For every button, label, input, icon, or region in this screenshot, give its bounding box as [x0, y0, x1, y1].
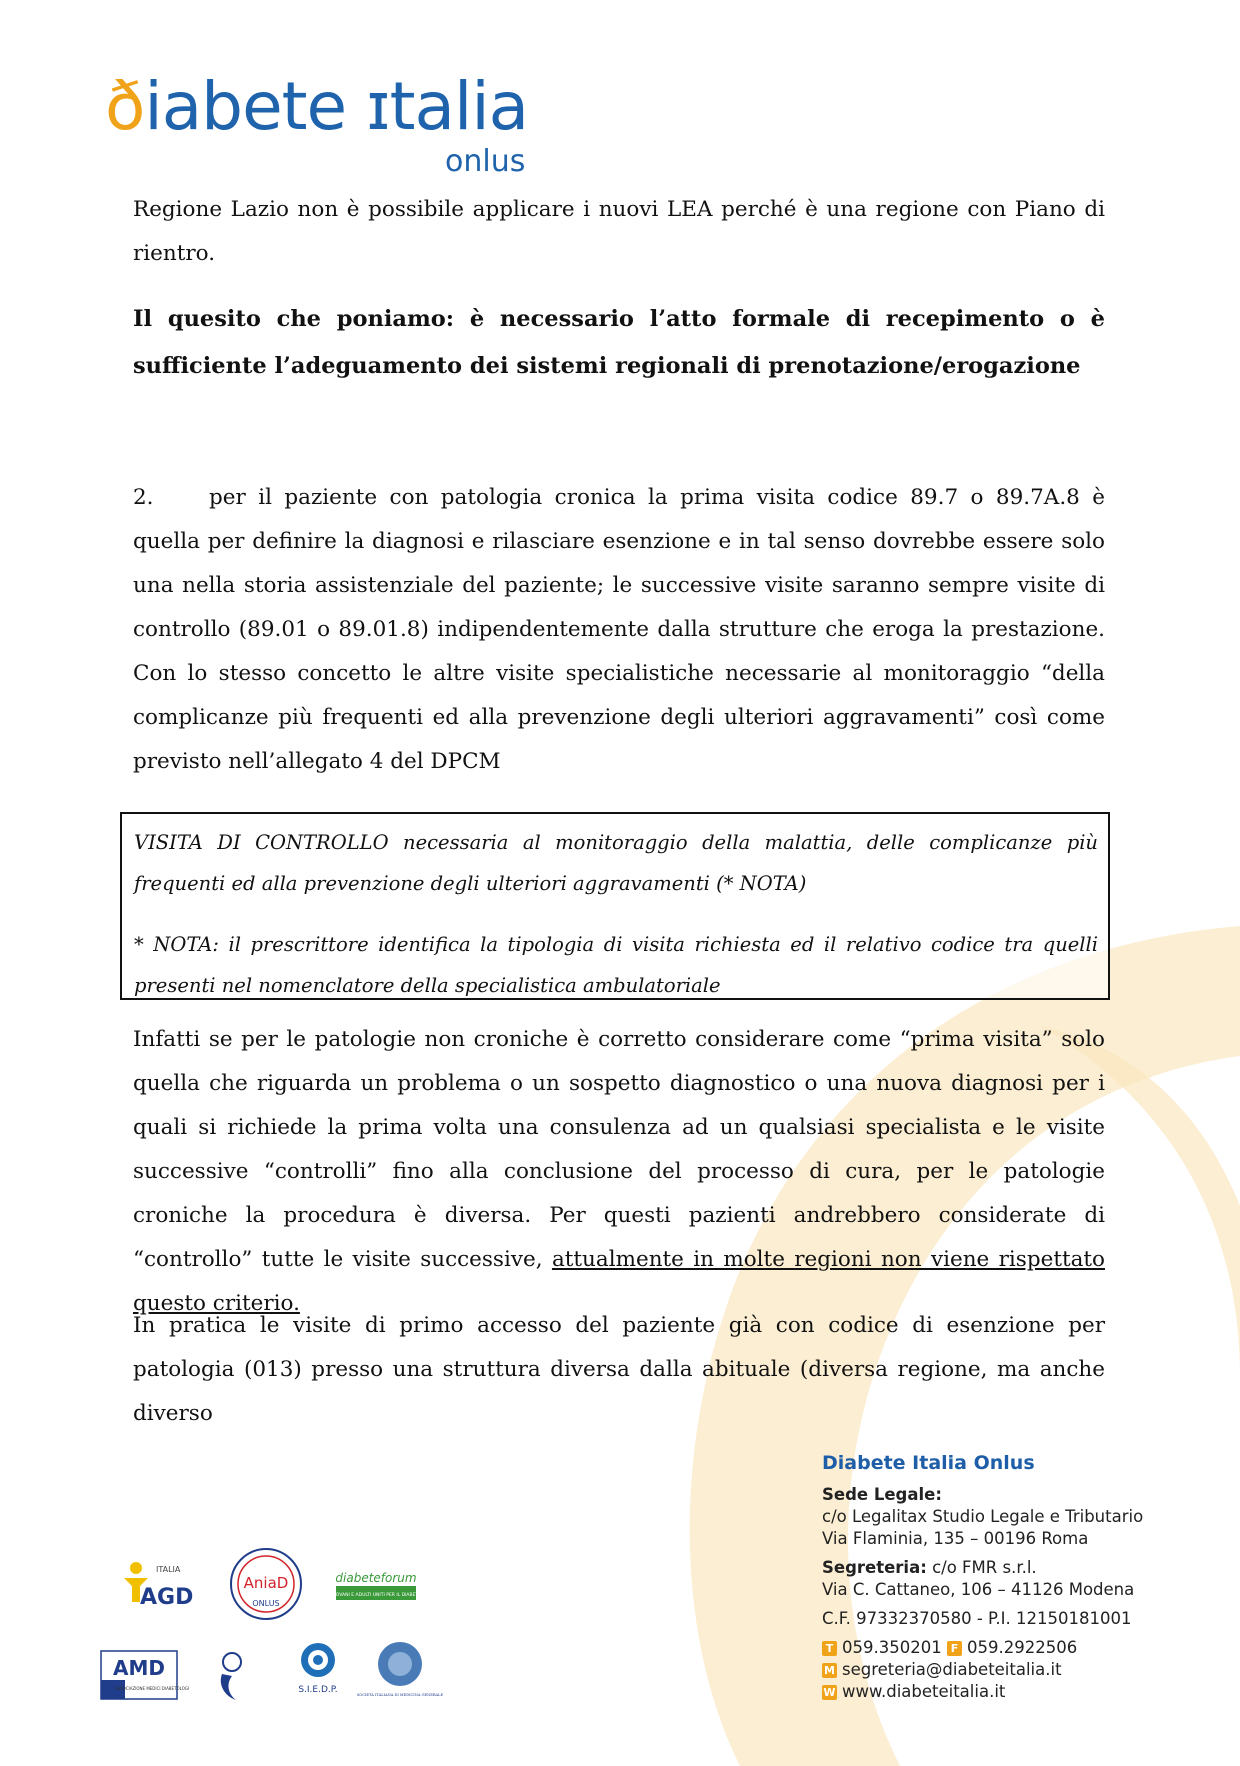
note-box — [120, 812, 1110, 1000]
footer-cf: C.F. 97332370580 - P.I. 12150181001 — [822, 1609, 1132, 1628]
agd-logo — [118, 1556, 200, 1612]
footer-sede-line2: Via Flaminia, 135 – 00196 Roma — [822, 1529, 1089, 1548]
footer-web[interactable]: www.diabeteitalia.it — [842, 1682, 1006, 1701]
amd-logo — [100, 1650, 190, 1700]
simg-text: SOCIETÀ ITALIANA DI MEDICINA GENERALE — [356, 1693, 444, 1697]
agd-logo-graphic — [118, 1556, 200, 1612]
footer-tel: 059.350201 — [842, 1638, 942, 1657]
siedp-logo-graphic — [296, 1640, 340, 1700]
paragraph-pratica — [133, 1304, 1105, 1436]
footer-org-name: Diabete Italia Onlus — [822, 1452, 1035, 1474]
diabete-italia-logo — [105, 68, 529, 179]
siedp-text: S.I.E.D.P. — [298, 1685, 338, 1695]
footer-sede-label: Sede Legale: — [822, 1485, 942, 1504]
diabeteforum-logo — [330, 1566, 422, 1606]
amd-text: AMD — [113, 1656, 165, 1680]
logo-onlus: onlus — [445, 144, 526, 179]
osdi-logo-graphic — [212, 1650, 252, 1702]
question-heading — [133, 296, 1105, 390]
simg-logo-graphic — [356, 1640, 444, 1704]
footer-fax: 059.2922506 — [966, 1638, 1078, 1657]
phone-icon: T — [822, 1641, 837, 1656]
note-box-line2: * NOTA: il prescrittore identifica la tipologia di visita richiesta ed il relativo codice tra quelli presenti nel nomenclatore della specialistica ambulatoriale — [134, 933, 1098, 997]
aniad-text: AniaD — [243, 1574, 289, 1592]
point-2-text: per il paziente con patologia cronica la prima visita codice 89.7 o 89.7A.8 è quella per definire la diagnosi e rilasciare esenzione e in tal senso dovrebbe essere solo una nella storia assistenziale del paziente; le successive visite saranno sempre visite di controllo (89.01 o 89.01.8) indipendentemente dalla strutture che eroga la prestazione. Con lo stesso concetto le altre visite specialistiche necessarie al monitoraggio “della complicanze più frequenti ed alla prevenzione degli ulteriori aggravamenti” così come previsto nell’allegato 4 del DPCM — [133, 485, 1105, 774]
osdi-logo — [212, 1650, 252, 1702]
footer-mail[interactable]: segreteria@diabeteitalia.it — [842, 1660, 1062, 1679]
point-2-number: 2. — [133, 485, 154, 510]
footer-segreteria-label: Segreteria: — [822, 1558, 927, 1577]
footer-segreteria-line2: Via C. Cattaneo, 106 – 41126 Modena — [822, 1580, 1135, 1599]
simg-logo — [356, 1640, 444, 1704]
paragraph-infatti-text: Infatti se per le patologie non croniche è corretto considerare come “prima visita” solo quella che riguarda un problema o un sospetto diagnostico o una nuova diagnosi per i quali si richiede la prima volta una consulenza ad un qualsiasi specialista e le visite successive “controlli” fino alla conclusione del processo di cura, per le patologie croniche la procedura è diversa. Per questi pazienti andrebbero considerate di “controllo” tutte le visite successive, — [133, 1027, 1105, 1272]
paragraph-infatti-underlined: attualmente in molte regioni non viene rispettato questo criterio. — [133, 1247, 1105, 1316]
point-2 — [133, 476, 1105, 784]
paragraph-lazio — [133, 188, 1105, 276]
agd-italia: ITALIA — [156, 1565, 181, 1574]
web-icon: W — [823, 1686, 836, 1699]
paragraph-lazio-text: Regione Lazio non è possibile applicare i nuovi LEA perché è una regione con Piano di rientro. — [133, 197, 1105, 266]
amd-logo-graphic — [100, 1650, 190, 1700]
aniad-logo — [228, 1546, 304, 1622]
note-box-line1: VISITA DI CONTROLLO necessaria al monitoraggio della malattia, delle complicanze più frequenti ed alla prevenzione degli ulteriori aggravamenti (* NOTA) — [134, 831, 1098, 895]
paragraph-infatti — [133, 1018, 1105, 1326]
diabeteforum-sub: GIOVANI E ADULTI UNITI PER IL DIABETE — [330, 1593, 422, 1598]
agd-text: AGD — [140, 1585, 194, 1610]
footer-segreteria-rest: c/o FMR s.r.l. — [926, 1558, 1037, 1577]
mail-icon: M — [822, 1663, 837, 1678]
aniad-onlus: ONLUS — [252, 1599, 280, 1608]
footer-contact — [822, 1452, 1143, 1703]
logo-text: iabete ɪtalia — [144, 68, 529, 145]
paragraph-pratica-text: In pratica le visite di primo accesso del paziente già con codice di esenzione per patologia (013) presso una struttura diversa dalla abituale (diversa regione, ma anche diverso — [133, 1313, 1105, 1426]
fax-icon: F — [947, 1641, 962, 1656]
aniad-logo-graphic — [228, 1546, 304, 1622]
logo-d: ð — [105, 68, 145, 145]
amd-sub: ASSOCIAZIONE MEDICI DIABETOLOGI — [114, 1686, 190, 1691]
diabeteforum-text: diabeteforum — [335, 1571, 417, 1585]
question-text: Il quesito che poniamo: è necessario l’atto formale di recepimento o è sufficiente l’adeguamento dei sistemi regionali di prenotazione/erogazione — [133, 306, 1105, 379]
footer-sede-line1: c/o Legalitax Studio Legale e Tributario — [822, 1507, 1144, 1526]
siedp-logo — [296, 1640, 340, 1700]
diabeteforum-logo-graphic — [330, 1566, 422, 1606]
